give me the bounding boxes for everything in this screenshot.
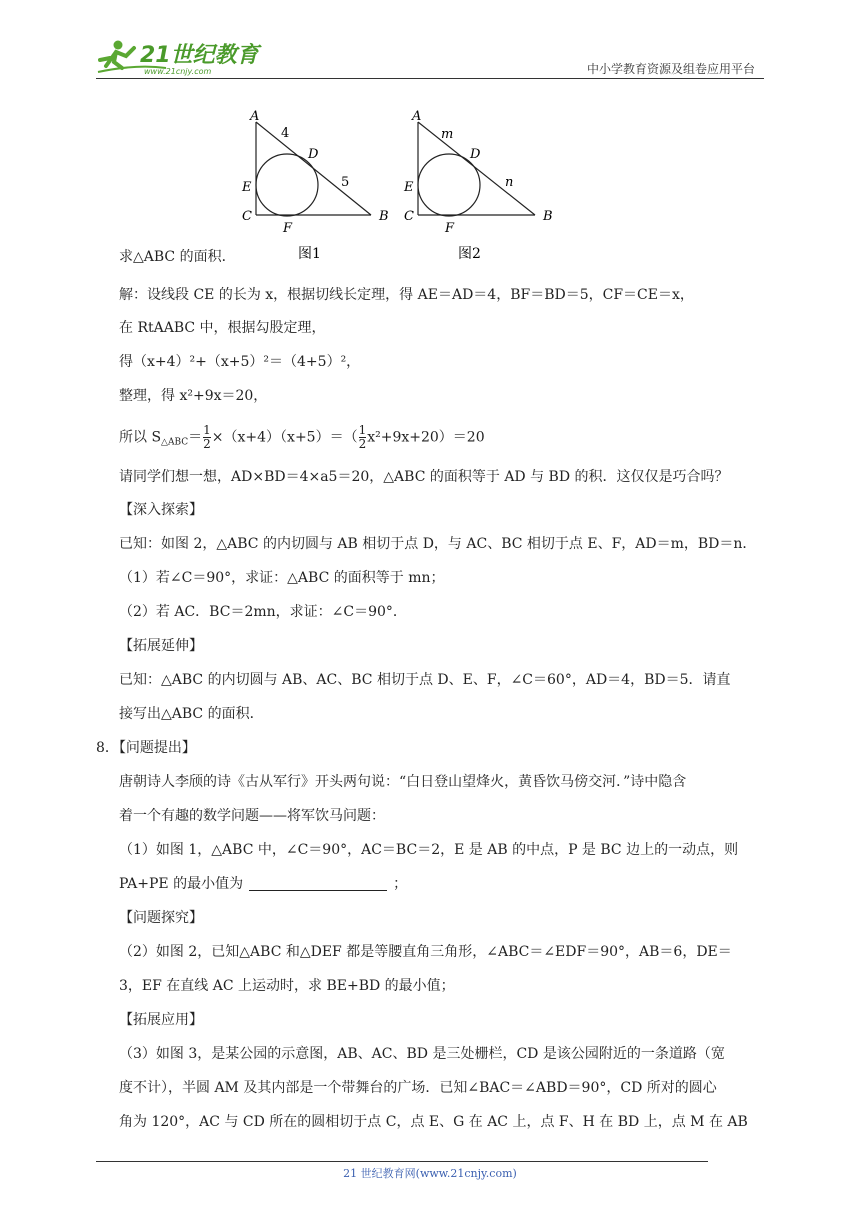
fraction-half [203, 424, 211, 451]
header-divider [96, 78, 764, 79]
footer-site: 21 世纪教育网(www.21cnjy.com) [343, 1167, 517, 1180]
question-8-heading: 8．【问题提出】 [96, 740, 196, 756]
problem-text: 接写出△ABC 的面积． [119, 706, 264, 722]
fill-blank-line [119, 874, 407, 894]
figure-2 [398, 104, 563, 268]
section-heading: 【拓展延伸】 [119, 638, 203, 654]
fig2-label-b: B [543, 209, 553, 224]
logo-url: www.21cnjy.com [144, 67, 212, 76]
fraction-numerator: 1 [203, 423, 211, 437]
problem-text: 已知：△ABC 的内切圆与 AB、AC、BC 相切于点 D、E、F，∠C＝60°，AD＝4，BD＝5．请直 [119, 672, 731, 688]
blank-suffix: ； [393, 876, 408, 892]
fig2-length-ad: m [441, 127, 454, 142]
blank-prompt: PA+PE 的最小值为 [119, 876, 244, 892]
fig2-label-e: E [404, 180, 414, 195]
fig2-label-a: A [412, 109, 422, 124]
fig1-length-ad: 4 [281, 126, 290, 141]
fig1-label-d: D [308, 147, 319, 162]
formula-part: x²+9x+20）＝20 [367, 429, 485, 446]
fig1-label-b: B [379, 209, 389, 224]
fig2-label-d: D [470, 147, 481, 162]
sub-question-3: （3）如图 3，是某公园的示意图，AB、AC、BD 是三处栅栏，CD 是该公园附近的一条道路（宽 [119, 1046, 725, 1062]
problem-text: 唐朝诗人李颀的诗《古从军行》开头两句说：“白日登山望烽火，黄昏饮马傍交河．”诗中隐含 [119, 774, 687, 790]
solution-line: 得（x+4）²+（x+5）²＝（4+5）²， [119, 354, 361, 370]
fig1-label-e: E [242, 180, 252, 195]
fig1-label-f: F [283, 221, 293, 236]
problem-text: 已知：如图 2，△ABC 的内切圆与 AB 相切于点 D，与 AC、BC 相切于点 E、F，AD＝m，BD＝n． [119, 536, 757, 552]
solution-line: 在 RtAABC 中，根据勾股定理， [119, 320, 326, 336]
sub-question-2: （2）若 AC．BC＝2mn，求证：∠C＝90°． [119, 604, 407, 620]
formula-part: 所以 S [119, 429, 162, 446]
problem-text: 角为 120°，AC 与 CD 所在的圆相切于点 C，点 E、G 在 AC 上，点 F、H 在 BD 上，点 M 在 AB [119, 1114, 748, 1130]
fig1-label-c: C [242, 209, 252, 224]
figure-1 [236, 104, 396, 268]
fig1-caption: 图1 [298, 246, 321, 262]
fig2-caption: 图2 [458, 246, 481, 262]
formula-subscript: △ABC [161, 437, 189, 448]
fig2-label-c: C [404, 209, 414, 224]
formula-part: ×（x+4）（x+5）＝（ [211, 429, 358, 446]
section-heading: 【拓展应用】 [119, 1012, 203, 1028]
logo-text: 21世纪教育 [140, 43, 259, 68]
fig2-label-f: F [445, 221, 455, 236]
formula-part: ＝ [188, 429, 203, 446]
problem-text: 3，EF 在直线 AC 上运动时，求 BE+BD 的最小值； [119, 978, 455, 994]
platform-name: 中小学教育资源及组卷应用平台 [586, 62, 755, 76]
sub-question-2: （2）如图 2，已知△ABC 和△DEF 都是等腰直角三角形，∠ABC＝∠EDF＝90°，AB＝6，DE＝ [119, 944, 732, 960]
area-formula-line [119, 424, 485, 451]
problem-text: 着一个有趣的数学问题——将军饮马问题： [119, 808, 385, 824]
solution-line: 解：设线段 CE 的长为 x，根据切线长定理，得 AE＝AD＝4，BF＝BD＝5，CF＝CE＝x， [119, 287, 694, 303]
answer-blank[interactable] [249, 876, 387, 891]
sub-question-1: （1）若∠C＝90°，求证：△ABC 的面积等于 mn； [119, 570, 445, 586]
question-text: 求△ABC 的面积． [119, 249, 236, 265]
site-logo [96, 36, 266, 78]
fig1-length-bd: 5 [341, 175, 350, 190]
fraction-denominator: 2 [203, 437, 211, 451]
fraction-denominator: 2 [358, 437, 367, 451]
sub-question-1: （1）如图 1，△ABC 中，∠C＝90°，AC＝BC＝2，E 是 AB 的中点，P 是 BC 边上的一动点，则 [119, 842, 739, 858]
solution-line: 整理，得 x²+9x＝20， [119, 388, 268, 404]
reflection-question: 请同学们想一想，AD×BD＝4×a5＝20，△ABC 的面积等于 AD 与 BD 的积．这仅仅是巧合吗？ [119, 469, 729, 485]
problem-text: 度不计），半圆 AM 及其内部是一个带舞台的广场．已知∠BAC＝∠ABD＝90°，CD 所对的圆心 [119, 1080, 717, 1096]
section-heading: 【深入探索】 [119, 502, 203, 518]
fig2-length-bd: n [505, 175, 514, 190]
fig1-label-a: A [250, 109, 260, 124]
fraction-numerator: 1 [358, 423, 367, 437]
footer-divider [96, 1161, 708, 1162]
fraction-half [359, 424, 367, 451]
section-heading: 【问题探究】 [119, 910, 203, 926]
